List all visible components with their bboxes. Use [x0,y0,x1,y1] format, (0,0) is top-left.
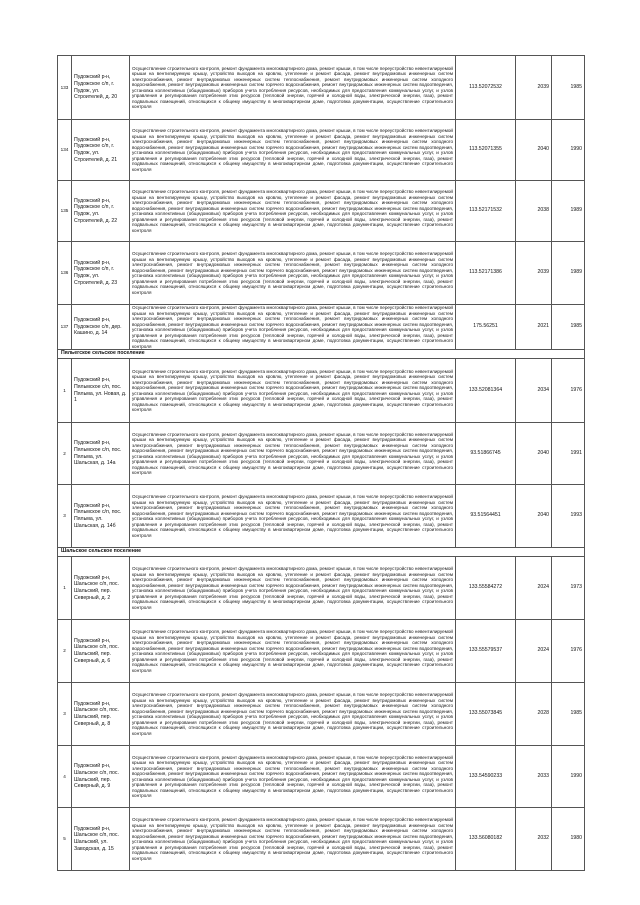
address-cell: Пудожский р-н, Шальское с/п, пос. Шальский, пер. Северный, д. 9 [72,746,130,808]
cadastral-cell: 133.56080182 [456,808,516,871]
work-description-cell: Осуществление строительного контроля, ремонт фундамента многоквартирного дома, ремонт крыши, в том числе переустройство невентилируемой крыши на вентилируемую крышу, устройство выходов на кровлю, утепление и ремонт фасада, ремонт внутридомовых инженерных систем электроснабжения, ремонт внутридомовых инженерных систем теплоснабжения, ремонт внутридомовых инженерных систем холодного водоснабжения, ремонт внутридомовых инженерных систем горячего водоснабжения, ремонт внутридомовых инженерных систем водоотведения, установка коллективных (общедомовых) приборов учета потребления ресурсов, необходимых для предоставления коммунальных услуг, и узлов управления и регулирования потребления этих ресурсов (тепловой энергии, горячей и холодной воды, электрической энергии, газа), ремонт подвальных помещений, относящихся к общему имуществу в многоквартирном доме, подготовка документации, осуществление строительного контроля [130,557,456,620]
built-year-cell: 1976 [552,620,585,683]
work-description-cell: Осуществление строительного контроля, ремонт фундамента многоквартирного дома, ремонт крыши, в том числе переустройство невентилируемой крыши на вентилируемую крышу, устройство выходов на кровлю, утепление и ремонт фасада, ремонт внутридомовых инженерных систем электроснабжения, ремонт внутридомовых инженерных систем теплоснабжения, ремонт внутридомовых инженерных систем холодного водоснабжения, ремонт внутридомовых инженерных систем горячего водоснабжения, ремонт внутридомовых инженерных систем водоотведения, установка коллективных (общедомовых) приборов учета потребления ресурсов, необходимых для предоставления коммунальных услуг, и узлов управления и регулирования потребления этих ресурсов (тепловой энергии, горячей и холодной воды, электрической энергии, газа), ремонт подвальных помещений, относящихся к общему имуществу в многоквартирном доме, подготовка документации, осуществление строительного контроля [130,746,456,808]
cadastral-cell: 93.51564451 [456,485,516,548]
table-row [58,305,585,350]
planned-year-cell: 2033 [516,746,552,808]
address-cell: Пудожский р-н, Пудожское с/п, г. Пудож, ул. Строителей, д. 21 [72,120,130,181]
repair-program-table [57,55,585,871]
address-cell: Пудожский р-н, Шальское с/п, пос. Шальский, пер. Северный, д. 8 [72,683,130,746]
built-year-cell: 1973 [552,557,585,620]
work-description-cell: Осуществление строительного контроля, ремонт фундамента многоквартирного дома, ремонт крыши, в том числе переустройство невентилируемой крыши на вентилируемую крышу, устройство выходов на кровлю, утепление и ремонт фасада, ремонт внутридомовых инженерных систем электроснабжения, ремонт внутридомовых инженерных систем теплоснабжения, ремонт внутридомовых инженерных систем холодного водоснабжения, ремонт внутридомовых инженерных систем горячего водоснабжения, ремонт внутридомовых инженерных систем водоотведения, установка коллективных (общедомовых) приборов учета потребления ресурсов, необходимых для предоставления коммунальных услуг, и узлов управления и регулирования потребления этих ресурсов (тепловой энергии, горячей и холодной воды, электрической энергии, газа), ремонт подвальных помещений, относящихся к общему имуществу в многоквартирном доме, подготовка документации, осуществление строительного контроля [130,120,456,181]
section-header-row [58,350,585,359]
address-cell: Пудожский р-н, Пяльмское с/п, пос. Пяльма, ул. Шальская, д. 14б [72,485,130,548]
built-year-cell: 1980 [552,808,585,871]
row-number: 3 [58,683,72,746]
address-cell: Пудожский р-н, Пяльмское с/п, пос. Пяльма, ул. Шальская, д. 14а [72,423,130,485]
row-number: 135 [58,181,72,242]
table-row [58,808,585,871]
built-year-cell: 1985 [552,56,585,120]
built-year-cell: 1989 [552,181,585,242]
cadastral-cell: 175.56251 [456,305,516,350]
row-number: 133 [58,56,72,120]
address-cell: Пудожский р-н, Шальское с/п, пос. Шальский, пер. Северный, д. 6 [72,620,130,683]
built-year-cell: 1990 [552,120,585,181]
cadastral-cell: 113.52071355 [456,120,516,181]
row-number: 136 [58,242,72,305]
address-cell: Пудожский р-н, Шальское с/п, пос. Шальский, ул. Заводская, д. 15 [72,808,130,871]
planned-year-cell: 2024 [516,620,552,683]
built-year-cell: 1989 [552,242,585,305]
table-row [58,56,585,120]
row-number: 4 [58,746,72,808]
cadastral-cell: 133.54590233 [456,746,516,808]
built-year-cell: 1990 [552,746,585,808]
planned-year-cell: 2040 [516,120,552,181]
planned-year-cell: 2039 [516,56,552,120]
address-cell: Пудожский р-н, Шальское с/п, пос. Шальский, пер. Северный, д. 2 [72,557,130,620]
work-description-cell: Осуществление строительного контроля, ремонт фундамента многоквартирного дома, ремонт крыши, в том числе переустройство невентилируемой крыши на вентилируемую крышу, устройство выходов на кровлю, утепление и ремонт фасада, ремонт внутридомовых инженерных систем электроснабжения, ремонт внутридомовых инженерных систем теплоснабжения, ремонт внутридомовых инженерных систем холодного водоснабжения, ремонт внутридомовых инженерных систем горячего водоснабжения, ремонт внутридомовых инженерных систем водоотведения, установка коллективных (общедомовых) приборов учета потребления ресурсов, необходимых для предоставления коммунальных услуг, и узлов управления и регулирования потребления этих ресурсов (тепловой энергии, горячей и холодной воды, электрической энергии, газа), ремонт подвальных помещений, относящихся к общему имуществу в многоквартирном доме, подготовка документации, осуществление строительного контроля [130,56,456,120]
planned-year-cell: 2040 [516,423,552,485]
table-row [58,746,585,808]
table-row [58,557,585,620]
work-description-cell: Осуществление строительного контроля, ремонт фундамента многоквартирного дома, ремонт крыши, в том числе переустройство невентилируемой крыши на вентилируемую крышу, устройство выходов на кровлю, утепление и ремонт фасада, ремонт внутридомовых инженерных систем электроснабжения, ремонт внутридомовых инженерных систем теплоснабжения, ремонт внутридомовых инженерных систем холодного водоснабжения, ремонт внутридомовых инженерных систем горячего водоснабжения, ремонт внутридомовых инженерных систем водоотведения, установка коллективных (общедомовых) приборов учета потребления ресурсов, необходимых для предоставления коммунальных услуг, и узлов управления и регулирования потребления этих ресурсов (тепловой энергии, горячей и холодной воды, электрической энергии, газа), ремонт подвальных помещений, относящихся к общему имуществу в многоквартирном доме, подготовка документации, осуществление строительного контроля [130,242,456,305]
planned-year-cell: 2021 [516,305,552,350]
work-description-cell: Осуществление строительного контроля, ремонт фундамента многоквартирного дома, ремонт крыши, в том числе переустройство невентилируемой крыши на вентилируемую крышу, устройство выходов на кровлю, утепление и ремонт фасада, ремонт внутридомовых инженерных систем электроснабжения, ремонт внутридомовых инженерных систем теплоснабжения, ремонт внутридомовых инженерных систем холодного водоснабжения, ремонт внутридомовых инженерных систем горячего водоснабжения, ремонт внутридомовых инженерных систем водоотведения, установка коллективных (общедомовых) приборов учета потребления ресурсов, необходимых для предоставления коммунальных услуг, и узлов управления и регулирования потребления этих ресурсов (тепловой энергии, горячей и холодной воды, электрической энергии, газа), ремонт подвальных помещений, относящихся к общему имуществу в многоквартирном доме, подготовка документации, осуществление строительного контроля [130,620,456,683]
built-year-cell: 1991 [552,423,585,485]
cadastral-cell: 133.55584272 [456,557,516,620]
work-description-cell: Осуществление строительного контроля, ремонт фундамента многоквартирного дома, ремонт крыши, в том числе переустройство невентилируемой крыши на вентилируемую крышу, устройство выходов на кровлю, утепление и ремонт фасада, ремонт внутридомовых инженерных систем электроснабжения, ремонт внутридомовых инженерных систем теплоснабжения, ремонт внутридомовых инженерных систем холодного водоснабжения, ремонт внутридомовых инженерных систем горячего водоснабжения, ремонт внутридомовых инженерных систем водоотведения, установка коллективных (общедомовых) приборов учета потребления ресурсов, необходимых для предоставления коммунальных услуг, и узлов управления и регулирования потребления этих ресурсов (тепловой энергии, горячей и холодной воды, электрической энергии, газа), ремонт подвальных помещений, относящихся к общему имуществу в многоквартирном доме, подготовка документации, осуществление строительного контроля [130,181,456,242]
table-row [58,181,585,242]
built-year-cell: 1976 [552,359,585,423]
planned-year-cell: 2028 [516,683,552,746]
work-description-cell: Осуществление строительного контроля, ремонт фундамента многоквартирного дома, ремонт крыши, в том числе переустройство невентилируемой крыши на вентилируемую крышу, устройство выходов на кровлю, утепление и ремонт фасада, ремонт внутридомовых инженерных систем электроснабжения, ремонт внутридомовых инженерных систем теплоснабжения, ремонт внутридомовых инженерных систем холодного водоснабжения, ремонт внутридомовых инженерных систем горячего водоснабжения, ремонт внутридомовых инженерных систем водоотведения, установка коллективных (общедомовых) приборов учета потребления ресурсов, необходимых для предоставления коммунальных услуг, и узлов управления и регулирования потребления этих ресурсов (тепловой энергии, горячей и холодной воды, электрической энергии, газа), ремонт подвальных помещений, относящихся к общему имуществу в многоквартирном доме, подготовка документации, осуществление строительного контроля [130,305,456,350]
table-row [58,120,585,181]
row-number: 2 [58,423,72,485]
cadastral-cell: 133.52081364 [456,359,516,423]
row-number: 5 [58,808,72,871]
table-row [58,620,585,683]
section-title: Пяльегское сельское поселение [58,350,585,359]
work-description-cell: Осуществление строительного контроля, ремонт фундамента многоквартирного дома, ремонт крыши, в том числе переустройство невентилируемой крыши на вентилируемую крышу, устройство выходов на кровлю, утепление и ремонт фасада, ремонт внутридомовых инженерных систем электроснабжения, ремонт внутридомовых инженерных систем теплоснабжения, ремонт внутридомовых инженерных систем холодного водоснабжения, ремонт внутридомовых инженерных систем горячего водоснабжения, ремонт внутридомовых инженерных систем водоотведения, установка коллективных (общедомовых) приборов учета потребления ресурсов, необходимых для предоставления коммунальных услуг, и узлов управления и регулирования потребления этих ресурсов (тепловой энергии, горячей и холодной воды, электрической энергии, газа), ремонт подвальных помещений, относящихся к общему имуществу в многоквартирном доме, подготовка документации, осуществление строительного контроля [130,485,456,548]
table-row [58,359,585,423]
row-number: 134 [58,120,72,181]
built-year-cell: 1993 [552,485,585,548]
work-description-cell: Осуществление строительного контроля, ремонт фундамента многоквартирного дома, ремонт крыши, в том числе переустройство невентилируемой крыши на вентилируемую крышу, устройство выходов на кровлю, утепление и ремонт фасада, ремонт внутридомовых инженерных систем электроснабжения, ремонт внутридомовых инженерных систем теплоснабжения, ремонт внутридомовых инженерных систем холодного водоснабжения, ремонт внутридомовых инженерных систем горячего водоснабжения, ремонт внутридомовых инженерных систем водоотведения, установка коллективных (общедомовых) приборов учета потребления ресурсов, необходимых для предоставления коммунальных услуг, и узлов управления и регулирования потребления этих ресурсов (тепловой энергии, горячей и холодной воды, электрической энергии, газа), ремонт подвальных помещений, относящихся к общему имуществу в многоквартирном доме, подготовка документации, осуществление строительного контроля [130,423,456,485]
cadastral-cell: 113.52171532 [456,181,516,242]
address-cell: Пудожский р-н, Пяльмское с/п, пос. Пяльма, ул. Новая, д. 1 [72,359,130,423]
section-title: Шальское сельское поселение [58,548,585,557]
cadastral-cell: 113.52072532 [456,56,516,120]
built-year-cell: 1985 [552,683,585,746]
row-number: 1 [58,557,72,620]
planned-year-cell: 2038 [516,181,552,242]
work-description-cell: Осуществление строительного контроля, ремонт фундамента многоквартирного дома, ремонт крыши, в том числе переустройство невентилируемой крыши на вентилируемую крышу, устройство выходов на кровлю, утепление и ремонт фасада, ремонт внутридомовых инженерных систем электроснабжения, ремонт внутридомовых инженерных систем теплоснабжения, ремонт внутридомовых инженерных систем холодного водоснабжения, ремонт внутридомовых инженерных систем горячего водоснабжения, ремонт внутридомовых инженерных систем водоотведения, установка коллективных (общедомовых) приборов учета потребления ресурсов, необходимых для предоставления коммунальных услуг, и узлов управления и регулирования потребления этих ресурсов (тепловой энергии, горячей и холодной воды, электрической энергии, газа), ремонт подвальных помещений, относящихся к общему имуществу в многоквартирном доме, подготовка документации, осуществление строительного контроля [130,683,456,746]
row-number: 2 [58,620,72,683]
address-cell: Пудожский р-н, Пудожское с/п, г. Пудож, ул. Строителей, д. 20 [72,56,130,120]
planned-year-cell: 2024 [516,557,552,620]
cadastral-cell: 133.55073845 [456,683,516,746]
cadastral-cell: 93.51866745 [456,423,516,485]
address-cell: Пудожский р-н, Пудожское с/п, дер. Кашино, д. 14 [72,305,130,350]
table-row [58,423,585,485]
table-body [58,56,585,871]
table-row [58,485,585,548]
planned-year-cell: 2040 [516,485,552,548]
section-header-row [58,548,585,557]
planned-year-cell: 2039 [516,242,552,305]
work-description-cell: Осуществление строительного контроля, ремонт фундамента многоквартирного дома, ремонт крыши, в том числе переустройство невентилируемой крыши на вентилируемую крышу, устройство выходов на кровлю, утепление и ремонт фасада, ремонт внутридомовых инженерных систем электроснабжения, ремонт внутридомовых инженерных систем теплоснабжения, ремонт внутридомовых инженерных систем холодного водоснабжения, ремонт внутридомовых инженерных систем горячего водоснабжения, ремонт внутридомовых инженерных систем водоотведения, установка коллективных (общедомовых) приборов учета потребления ресурсов, необходимых для предоставления коммунальных услуг, и узлов управления и регулирования потребления этих ресурсов (тепловой энергии, горячей и холодной воды, электрической энергии, газа), ремонт подвальных помещений, относящихся к общему имуществу в многоквартирном доме, подготовка документации, осуществление строительного контроля [130,359,456,423]
planned-year-cell: 2034 [516,359,552,423]
built-year-cell: 1985 [552,305,585,350]
cadastral-cell: 113.52171386 [456,242,516,305]
planned-year-cell: 2032 [516,808,552,871]
row-number: 137 [58,305,72,350]
work-description-cell: Осуществление строительного контроля, ремонт фундамента многоквартирного дома, ремонт крыши, в том числе переустройство невентилируемой крыши на вентилируемую крышу, устройство выходов на кровлю, утепление и ремонт фасада, ремонт внутридомовых инженерных систем электроснабжения, ремонт внутридомовых инженерных систем теплоснабжения, ремонт внутридомовых инженерных систем холодного водоснабжения, ремонт внутридомовых инженерных систем горячего водоснабжения, ремонт внутридомовых инженерных систем водоотведения, установка коллективных (общедомовых) приборов учета потребления ресурсов, необходимых для предоставления коммунальных услуг, и узлов управления и регулирования потребления этих ресурсов (тепловой энергии, горячей и холодной воды, электрической энергии, газа), ремонт подвальных помещений, относящихся к общему имуществу в многоквартирном доме, подготовка документации, осуществление строительного контроля [130,808,456,871]
cadastral-cell: 133.55579537 [456,620,516,683]
table-row [58,242,585,305]
row-number: 3 [58,485,72,548]
table-row [58,683,585,746]
address-cell: Пудожский р-н, Пудожское с/п, г. Пудож, ул. Строителей, д. 22 [72,181,130,242]
row-number: 1 [58,359,72,423]
address-cell: Пудожский р-н, Пудожское с/п, г. Пудож, ул. Строителей, д. 23 [72,242,130,305]
